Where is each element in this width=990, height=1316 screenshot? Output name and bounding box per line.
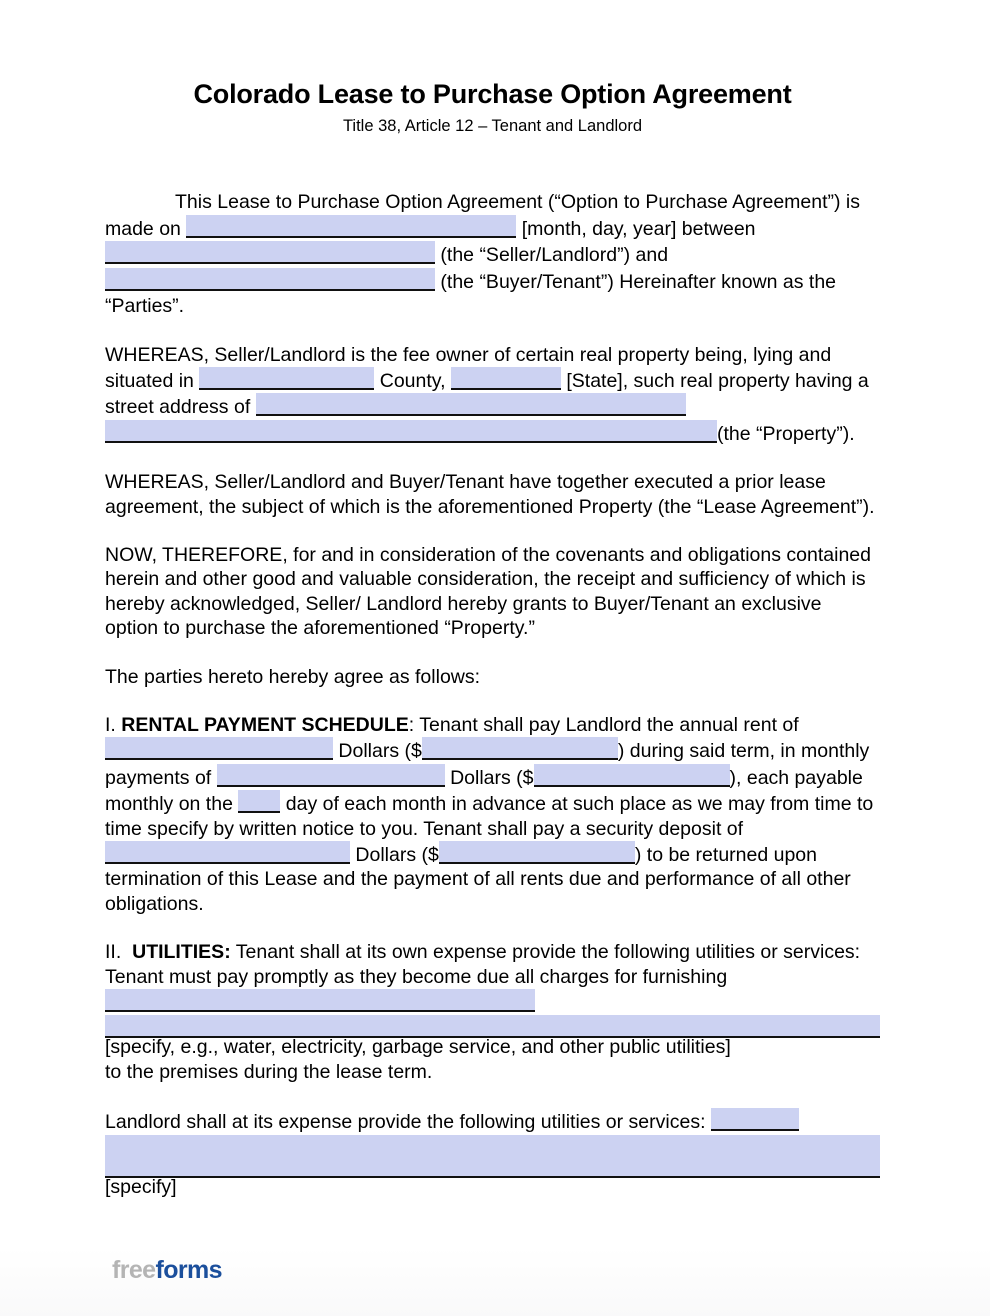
now-therefore-paragraph: NOW, THEREFORE, for and in consideration of the covenants and obligations contained herein and other good and valuable consideration, the receipt and sufficiency of which is hereby acknowledged, Seller/ Landlord hereby grants to Buyer/Tenant an exclusive option to purchase the aforementioned “Property.” xyxy=(105,543,871,640)
landlord-utilities-field-line-1[interactable] xyxy=(711,1108,799,1131)
tenant-utilities-closing: to the premises during the lease term. xyxy=(105,1060,433,1083)
street-address-field-line-1[interactable] xyxy=(256,393,686,416)
page-subtitle: Title 38, Article 12 – Tenant and Landlord xyxy=(342,116,643,135)
section-1-text-c: ) during said term, in monthly payments of xyxy=(105,740,870,789)
tenant-utilities-field-line-1[interactable] xyxy=(105,989,535,1012)
intro-paragraph xyxy=(105,190,880,318)
section-2-heading: UTILITIES: xyxy=(132,941,231,964)
section-1-text-e: ), each payable monthly on the xyxy=(105,766,863,816)
whereas-lease-paragraph: WHEREAS, Seller/Landlord and Buyer/Tenant have together executed a prior lease agreement, the subject of which is the aforementioned Property (the “Lease Agreement”). xyxy=(105,471,875,518)
state-field[interactable] xyxy=(451,367,561,390)
landlord-utilities-lead: Landlord shall at its expense provide the following utilities or services: xyxy=(105,1111,706,1134)
intro-text-d: (the “Buyer/Tenant”) Hereinafter known as the “Parties”. xyxy=(105,270,837,318)
section-1-text-h: ) to be returned upon termination of this Lease and the payment of all rents due and performance of all other obligations. xyxy=(105,844,851,915)
section-utilities xyxy=(105,940,880,1038)
section-2-text-a: Tenant shall at its own expense provide the following utilities or services: Tenant must pay promptly as they become due all charges for furnishing xyxy=(105,941,861,988)
agree-as-follows-line: The parties hereto hereby agree as follows: xyxy=(105,665,481,688)
freeforms-logo[interactable] xyxy=(112,1258,222,1283)
intro-text-a: This Lease to Purchase Option Agreement (“Option to Purchase Agreement”) is made on xyxy=(105,191,861,240)
tenant-utilities-specify-note: [specify, e.g., water, electricity, garbage service, and other public utilities] xyxy=(105,1036,731,1059)
section-rental-payment-schedule xyxy=(105,713,880,916)
section-1-text-g: Dollars ($ xyxy=(355,844,439,867)
section-1-text-a: : Tenant shall pay Landlord the annual rent of xyxy=(408,713,799,736)
intro-text-b: [month, day, year] between xyxy=(521,217,756,240)
document-body xyxy=(105,0,880,1199)
spacer xyxy=(105,446,880,470)
page-footer xyxy=(0,1248,990,1316)
seller-landlord-field[interactable] xyxy=(105,241,435,264)
page-title: Colorado Lease to Purchase Option Agreement xyxy=(193,79,792,109)
street-address-field-line-2[interactable] xyxy=(105,420,717,443)
security-deposit-words-field[interactable] xyxy=(105,841,350,864)
spacer xyxy=(105,689,880,713)
date-field[interactable] xyxy=(186,215,516,238)
buyer-tenant-field[interactable] xyxy=(105,268,435,291)
annual-rent-words-field[interactable] xyxy=(105,737,333,760)
whereas-property-paragraph xyxy=(105,343,880,447)
spacer xyxy=(105,319,880,343)
section-1-text-d: Dollars ($ xyxy=(450,766,534,789)
section-1-numeral: I. xyxy=(105,713,116,736)
whereas1-text-a: WHEREAS, Seller/Landlord is the fee owner of certain real property being, lying and situated in xyxy=(105,343,832,392)
monthly-payment-amount-field[interactable] xyxy=(534,764,730,787)
spacer xyxy=(105,519,880,543)
section-1-heading: RENTAL PAYMENT SCHEDULE xyxy=(121,713,409,736)
whereas1-text-d: (the “Property”). xyxy=(717,422,855,445)
payment-day-field[interactable] xyxy=(238,790,280,813)
county-field[interactable] xyxy=(199,367,374,390)
spacer xyxy=(105,1084,880,1108)
section-1-text-b: Dollars ($ xyxy=(338,740,422,763)
logo-text-forms: forms xyxy=(155,1256,222,1284)
spacer xyxy=(105,136,880,190)
spacer xyxy=(105,641,880,665)
monthly-payment-words-field[interactable] xyxy=(217,764,445,787)
annual-rent-amount-field[interactable] xyxy=(422,737,618,760)
section-2-numeral: II. xyxy=(105,941,122,964)
landlord-utilities-specify-note: [specify] xyxy=(105,1175,177,1198)
spacer xyxy=(105,916,880,940)
section-1-text-f: day of each month in advance at such place as we may from time to time specify by written notice to you. Tenant shall pay a security deposit of xyxy=(105,793,874,840)
security-deposit-amount-field[interactable] xyxy=(439,841,635,864)
whereas1-text-b: County, xyxy=(379,369,446,392)
landlord-utilities-paragraph xyxy=(105,1108,880,1177)
intro-text-c: (the “Seller/Landlord”) and xyxy=(440,244,669,267)
whereas1-text-c: [State], such real property having a street address of xyxy=(105,369,869,419)
logo-text-free: free xyxy=(112,1256,156,1284)
